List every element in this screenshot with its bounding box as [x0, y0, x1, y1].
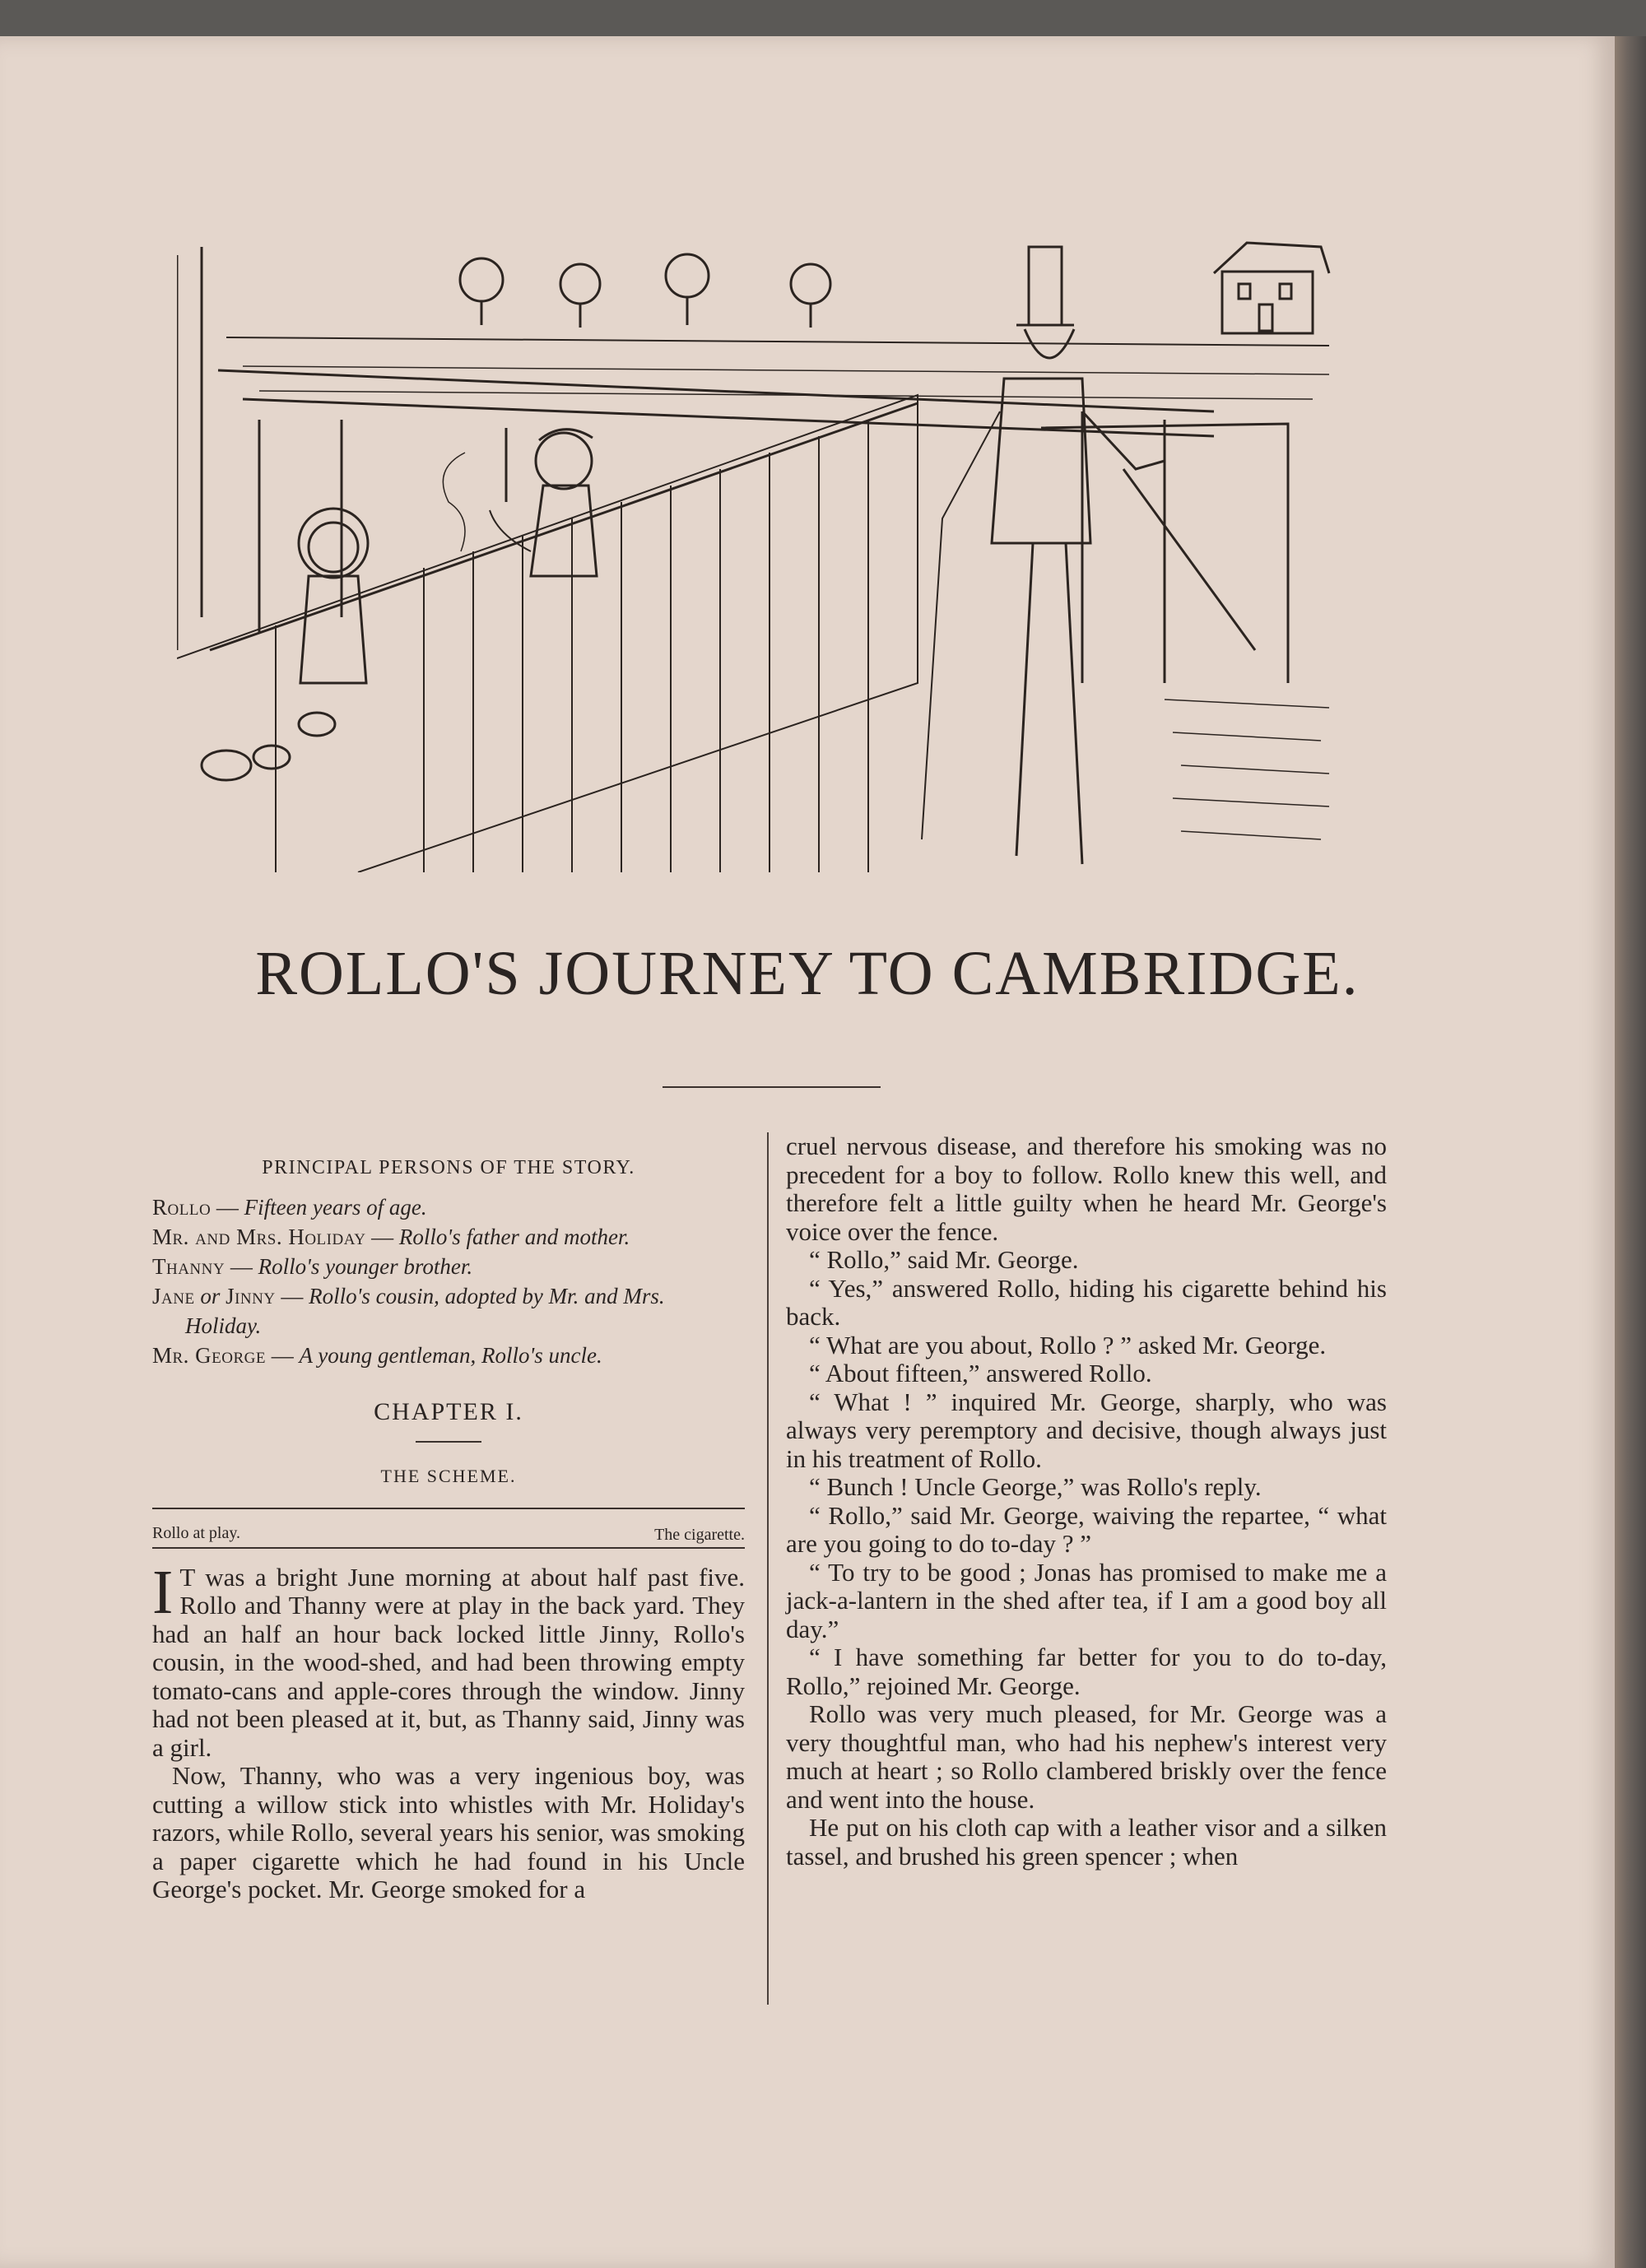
- paragraph: “ What ! ” inquired Mr. George, sharply, who was always very peremptory and decisive, though always just in his treatment of Rollo.: [786, 1387, 1387, 1473]
- column-divider: [767, 1132, 769, 2005]
- person-entry: Rollo — Fifteen years of age.: [152, 1194, 427, 1220]
- paragraph: “ Rollo,” said Mr. George, waiving the repartee, “ what are you going to do to-day ? ”: [786, 1500, 1387, 1558]
- persons-heading: PRINCIPAL PERSONS OF THE STORY.: [262, 1157, 635, 1178]
- grass: [1165, 699, 1329, 839]
- paragraph: “ Bunch ! Uncle George,” was Rollo's reply.: [809, 1472, 1262, 1501]
- paragraph: “ About fifteen,” answered Rollo.: [809, 1359, 1152, 1387]
- story-title: ROLLO'S JOURNEY TO CAMBRIDGE.: [255, 939, 1360, 1008]
- chapter-label: CHAPTER I.: [374, 1397, 523, 1425]
- title-rule: [663, 1086, 881, 1088]
- back-fence: [177, 247, 1288, 683]
- house: [1214, 243, 1329, 333]
- boy-figure: [443, 430, 597, 576]
- caption-right: The cigarette.: [654, 1525, 745, 1544]
- distant-landscape: [226, 243, 1329, 399]
- page-edge: [1615, 36, 1646, 2268]
- paragraph: I T was a bright June morning at about half past five. Rollo and Thanny were at play in the back yard. They had an half an hour back locked little Jinny, Rollo's cousin, in the wood-shed, and had been throwing empty tomato-cans and apple-cores through the window. Jinny had not been pleased at it, but, as Thanny said, Jinny was a girl.: [152, 1557, 745, 1762]
- chapter-rule: [416, 1441, 481, 1443]
- gentleman-figure: [922, 247, 1165, 864]
- chapter-subtitle: THE SCHEME.: [380, 1466, 517, 1486]
- left-body-text: [152, 1557, 745, 1904]
- paragraph: “ What are you about, Rollo ? ” asked Mr. George.: [809, 1330, 1327, 1359]
- paragraph: “ I have something far better for you to do to-day, Rollo,” rejoined Mr. George.: [786, 1643, 1387, 1700]
- tree: [560, 264, 600, 328]
- marginal-captions: [152, 1508, 745, 1549]
- paragraph: cruel nervous disease, and therefore his smoking was no precedent for a boy to follow. Rollo knew this well, and therefore felt a little guilty when he heard Mr. George's voice over the fence.: [786, 1132, 1387, 1246]
- cans: [202, 713, 335, 780]
- person-entry: Mr. George — A young gentleman, Rollo's uncle.: [152, 1342, 602, 1368]
- front-fence: [177, 395, 918, 872]
- drop-cap: I: [152, 1557, 174, 1627]
- person-entry: Jane or Jinny — Rollo's cousin, adopted by Mr. and Mrs. Holiday.: [152, 1283, 665, 1338]
- engraving-illustration: [177, 222, 1346, 872]
- paragraph: Rollo was very much pleased, for Mr. George was a very thoughtful man, who had his nephew's interest very much at heart ; so Rollo clambered briskly over the fence and went into the house.: [786, 1699, 1387, 1814]
- person-entry: Thanny — Rollo's younger brother.: [152, 1253, 473, 1279]
- paragraph: “ Rollo,” said Mr. George.: [809, 1245, 1079, 1274]
- principal-persons: [152, 1154, 745, 1370]
- caption-left: Rollo at play.: [152, 1523, 241, 1542]
- girl-figure: [299, 509, 368, 683]
- paragraph: “ Yes,” answered Rollo, hiding his cigarette behind his back.: [786, 1273, 1387, 1331]
- tree: [460, 258, 503, 325]
- paragraph: “ To try to be good ; Jonas has promised to make me a jack-a-lantern in the shed after tea, if I am a good boy all day.”: [786, 1557, 1387, 1643]
- paragraph: He put on his cloth cap with a leather visor and a silken tassel, and brushed his green spencer ; when: [786, 1813, 1387, 1871]
- paragraph: Now, Thanny, who was a very ingenious boy, was cutting a willow stick into whistles with Mr. Holiday's razors, while Rollo, several years his senior, was smoking a paper cigarette which he had found in his Uncle George's pocket. Mr. George smoked for a: [152, 1761, 745, 1903]
- tree: [791, 264, 830, 328]
- tree: [666, 254, 709, 325]
- left-column: [152, 1154, 745, 1904]
- person-entry: Mr. and Mrs. Holiday — Rollo's father and mother.: [152, 1224, 630, 1249]
- right-column: [786, 1132, 1387, 1871]
